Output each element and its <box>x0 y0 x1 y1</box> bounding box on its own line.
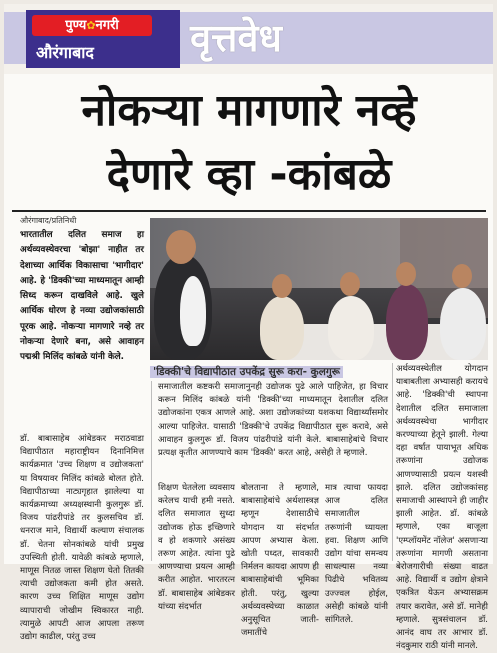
headline-line-2: देणारे व्हा -कांबळे <box>106 149 392 200</box>
photo-guest-4-head <box>452 264 472 288</box>
body-column-2: शिक्षण घेतलेला व्यवसाय करेलच याची हमी नसते. दलित समाजात सुध्दा उद्योजक होऊ इच्छिणारे व हो शकणारे असंख्य तरूण आहेत. त्यांना पुढे आणण्याचा प्रयत्न आम्ही करीत आहोत. भारतरत्न डॉ. बाबासाहेब आंबेडकर यांच्या संदर्भात <box>158 483 235 612</box>
photo-guest-1 <box>260 296 304 360</box>
body-column-4: मात्र त्याचा फायदा आज दलित समाजातील तरूणांनी घ्यायला हवा. शिक्षण आणि उद्योग यांचा समन्वय साधल्यास नव्या पिढीचे भवितव्य उज्ज्वल होईल, असेही कांबळे यांनी सांगितले. <box>325 483 388 626</box>
brand-suffix: नगरी <box>95 18 119 33</box>
masthead-logo <box>26 10 180 68</box>
body-column-left: डॉ. बाबासाहेब आंबेडकर मराठवाडा विद्यापीठात महाराष्ट्रीयन दिनानिमित्त कार्यक्रमात 'उच्च शिक्षण व उद्योजकता' या विषयावर मिलिंद कांबळे बोलत होते. विद्यापीठाच्या नाट्यगृहात झालेल्या या कार्यक्रमाच्या अध्यक्षस्थानी कुलगुरू डॉ. विजय पांढरीपांडे तर कुलसचिव डॉ. धनराज माने, विद्यार्थी कल्याण संचालक डॉ. चेतना सोनकांबळे यांची प्रमुख उपस्थिती होती. यावेळी कांबळे म्हणाले, माणूस नितळ जास्त शिक्षण घेतो तितकी त्याची उद्योजकता कमी होत असते. कारण उच्च शिक्षित माणूस उद्योग व्यापाराची जोखीम स्विकारत नाही. त्यामुळे आपटी आज आपला तरूण उद्योग काढील, परंतु उच्च <box>20 434 144 643</box>
photo-guest-3-head <box>396 262 416 286</box>
headline-rule <box>12 210 486 212</box>
body-column-right: अर्थव्यवस्थेतील योगदान याबाबतीला अभ्यासही करायचे आहे. 'डिक्की'ची स्थापना देशातील दलित समाजाला अर्थव्यवस्थेचा भागीदार करण्याच्या हेतूने झाली. गेल्या दहा वर्षांत पायाभूत अधिक तरूणांना उद्योजक आणण्यासाठी प्रयत्न यशस्वी झाले. दलित उद्योजकांसह समाजाची आस्थापने ही जाहीर झाली आहेत. डॉ. कांबळे म्हणाले, एका बाजूला 'एम्प्लॉयमेंट नॉलेज' असणाऱ्या तरूणांना मागणी असताना बेरोजगारीची संख्या वाढत आहे. विद्यार्थी व उद्योग क्षेत्राने एकत्रित येऊन अभ्यासक्रम तयार करावेत, असे डॉ. मानेही म्हणाले. सुत्रसंचालन डॉ. आनंद वाघ तर आभार डॉ. नंदकुमार राठी यांनी मानले. <box>396 364 488 652</box>
column-divider <box>392 363 393 561</box>
photo-speaker-head <box>166 230 196 264</box>
brand-logo <box>32 15 152 36</box>
section-title: वृत्तवेध <box>190 16 282 60</box>
photo-guest-1-head <box>272 274 292 298</box>
intro-paragraph: भारतातील दलित समाज हा अर्थव्यवस्थेवरचा 'बोझा' नाहीत तर देशाच्या आर्थिक विकासाचा 'भागीदार' आहे. हे 'डिक्की'च्या माध्यमातून आम्ही सिध्द करून दाखविले आहे. खुले आर्थिक धोरण हे नव्या उद्योजकांसाठी पूरक आहे. नोकऱ्या मागणारे नव्हे तर नोकऱ्या देणारे बना, असे आवाहन पद्मश्री मिलिंद कांबळे यांनी केले. <box>20 230 144 363</box>
edition-city: औरंगाबाद <box>36 43 94 62</box>
headline-line-1: नोकऱ्या मागणारे नव्हे <box>81 85 417 136</box>
photo-guest-2 <box>328 296 374 360</box>
byline: औरंगाबाद/प्रतिनिधी <box>20 216 77 225</box>
caption-text: 'डिक्की'चे विद्यापीठात उपकेंद्र सुरू करा- कुलगुरू <box>150 366 343 378</box>
event-photo <box>150 218 488 360</box>
body-column-center: समाजातील कष्टकरी समाजानुनही उद्योजक पुढे आले पाहिजेत, हा विचार करून मिलिंद कांबळे यांनी 'डिक्की'च्या माध्यमातून देशातील दलित उद्योजकांना एकत्र आणले आहे. अशा उद्योजकांच्या यशकथा विद्यार्थ्यांसमोर आल्या पाहिजेत. यासाठी 'डिक्की'चे उपकेंद्र विद्यापीठात सुरू करावे, असे आवाहन कुलगुरू डॉ. विजय पांढरीपांडे यांनी केले. बाबासाहेबांचे विचार प्रत्यक्ष कृतीत आणण्याचे काम 'डिक्की' करत आहे, असेही ते म्हणाले. <box>158 382 388 459</box>
newspaper-page <box>4 4 493 652</box>
photo-guest-2-head <box>340 272 360 296</box>
photo-guest-3 <box>386 284 428 360</box>
lotus-icon: ✿ <box>86 19 96 32</box>
column-divider <box>151 381 152 561</box>
photo-speaker-shirt <box>180 276 206 346</box>
brand-name: पुण्य <box>65 18 87 33</box>
body-column-3: बोलताना ते म्हणाले, बाबासाहेबांचे अर्थशास्त्रज्ञ म्हणून देशासाठीचे योगदान या संदर्भात आपण अभ्यास केला. खोती पध्दत, सावकारी निर्मलन कायदा आपण ही बाबासाहेबांची भूमिका होती. परंतु, खुल्या अर्थव्यवस्थेच्या काळात अनुसूचित जाती- जमातींचे <box>241 483 319 639</box>
photo-guest-4 <box>440 288 486 360</box>
